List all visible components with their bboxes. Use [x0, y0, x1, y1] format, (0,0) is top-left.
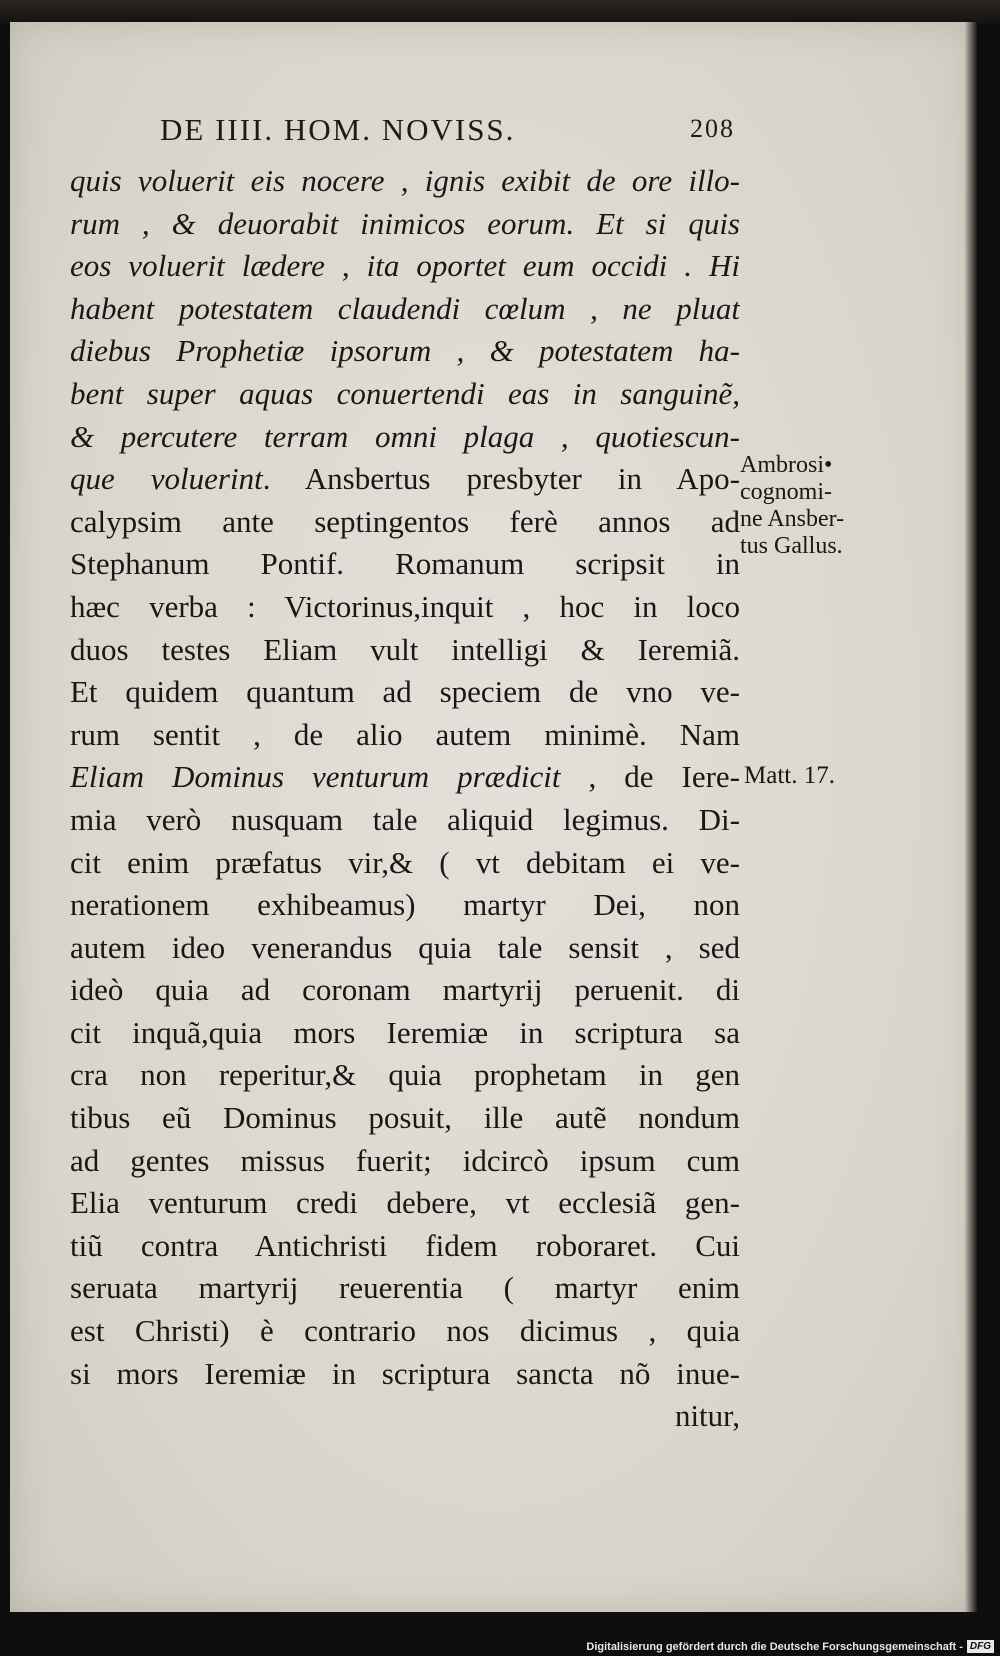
roman-text: ad gentes missus fuerit; idcircò ipsum cum — [70, 1142, 740, 1178]
roman-text: hæc verba : Victorinus,inquit , hoc in loco — [70, 588, 740, 624]
text-line — [70, 416, 740, 459]
text-line — [70, 203, 740, 246]
text-line — [70, 330, 740, 373]
roman-text: Elia venturum credi debere, vt ecclesiã gen- — [70, 1185, 740, 1221]
digitization-credit — [586, 1640, 994, 1653]
text-line — [70, 373, 740, 416]
roman-text: rum sentit , de alio autem minimè. Nam — [70, 716, 740, 752]
text-line — [70, 629, 740, 672]
margin-note-ambrosius — [740, 452, 900, 560]
text-line — [70, 671, 740, 714]
text-line — [70, 1310, 740, 1353]
roman-text: duos testes Eliam vult intelligi & Ieremiã. — [70, 631, 740, 667]
roman-text: cit enim præfatus vir,& ( vt debitam ei ve- — [70, 844, 740, 880]
running-head — [150, 106, 735, 152]
text-line — [70, 1182, 740, 1225]
text-line — [70, 288, 740, 331]
scan-background-top — [0, 0, 1000, 24]
text-line — [70, 1054, 740, 1097]
text-line — [70, 586, 740, 629]
roman-text: autem ideo venerandus quia tale sensit , sed — [70, 929, 740, 965]
text-line — [70, 1395, 740, 1438]
text-line — [70, 501, 740, 544]
text-line — [70, 1353, 740, 1396]
text-line — [70, 1225, 740, 1268]
text-line — [70, 1140, 740, 1183]
italic-text: que voluerint — [70, 461, 263, 497]
text-line — [70, 884, 740, 927]
running-head-title: DE IIII. HOM. NOVISS. — [160, 112, 516, 147]
italic-text: quis voluerit eis nocere , ignis exibit de ore illo- — [70, 163, 740, 198]
roman-text: , de Iere- — [560, 759, 740, 795]
italic-text: habent potestatem claudendi cœlum , ne pluat — [70, 290, 740, 326]
text-line — [70, 756, 740, 799]
italic-text: & percutere terram omni plaga , quotiescun- — [70, 418, 740, 454]
roman-text: nerationem exhibeamus) martyr Dei, non — [70, 887, 740, 923]
italic-text: bent super aquas conuertendi eas in sanguinẽ, — [70, 375, 740, 411]
text-line — [70, 543, 740, 586]
body-text — [70, 160, 740, 1438]
roman-text: mia verò nusquam tale aliquid legimus. Di- — [70, 801, 740, 837]
page-edge-shadow — [965, 22, 977, 1612]
text-line — [70, 1012, 740, 1055]
text-line — [70, 969, 740, 1012]
roman-text: seruata martyrij reuerentia ( martyr enim — [70, 1270, 740, 1306]
roman-text: est Christi) è contrario nos dicimus , quia — [70, 1313, 740, 1349]
text-line — [70, 245, 740, 288]
text-line — [70, 160, 740, 203]
roman-text: tiũ contra Antichristi fidem roboraret. Cui — [70, 1227, 740, 1263]
roman-text: tibus eũ Dominus posuit, ille autẽ nondum — [70, 1100, 740, 1136]
text-line — [70, 927, 740, 970]
italic-text: eos voluerit lædere , ita oportet eum occidi . Hi — [70, 248, 740, 284]
roman-text: cit inquã,quia mors Ieremiæ in scriptura sa — [70, 1014, 740, 1050]
roman-text: Stephanum Pontif. Romanum scripsit in — [70, 546, 740, 582]
margin-note-reference: Matt. 17. — [744, 762, 835, 789]
text-line — [70, 799, 740, 842]
roman-text: nitur, — [674, 1398, 740, 1434]
roman-text: si mors Ieremiæ in scriptura sancta nõ inue- — [70, 1355, 740, 1391]
text-line — [70, 1097, 740, 1140]
dfg-logo: DFG — [967, 1640, 994, 1653]
roman-text: Et quidem quantum ad speciem de vno ve- — [70, 674, 740, 710]
margin-note-line: Ambrosi• — [740, 452, 833, 478]
italic-text: Eliam Dominus venturum prædicit — [70, 759, 561, 795]
text-line — [70, 1267, 740, 1310]
roman-text: ideò quia ad coronam martyrij peruenit. di — [70, 972, 740, 1008]
credit-text: Digitalisierung gefördert durch die Deutsche Forschungsgemeinschaft - — [586, 1640, 963, 1653]
text-line — [70, 842, 740, 885]
roman-text: cra non reperitur,& quia prophetam in gen — [70, 1057, 740, 1093]
margin-note-line: cognomi- — [740, 479, 832, 505]
roman-text: calypsim ante septingentos ferè annos ad — [70, 503, 740, 539]
roman-text: . Ansbertus presbyter in Apo- — [262, 461, 740, 497]
italic-text: diebus Prophetiæ ipsorum , & potestatem ha- — [70, 333, 740, 369]
text-line — [70, 458, 740, 501]
margin-note-line: ne Ansber- — [740, 506, 845, 532]
text-line — [70, 714, 740, 757]
italic-text: rum , & deuorabit inimicos eorum. Et si quis — [70, 205, 740, 241]
margin-note-line: tus Gallus. — [740, 533, 843, 559]
margin-notes — [740, 452, 900, 789]
page-number: 208 — [690, 114, 735, 143]
